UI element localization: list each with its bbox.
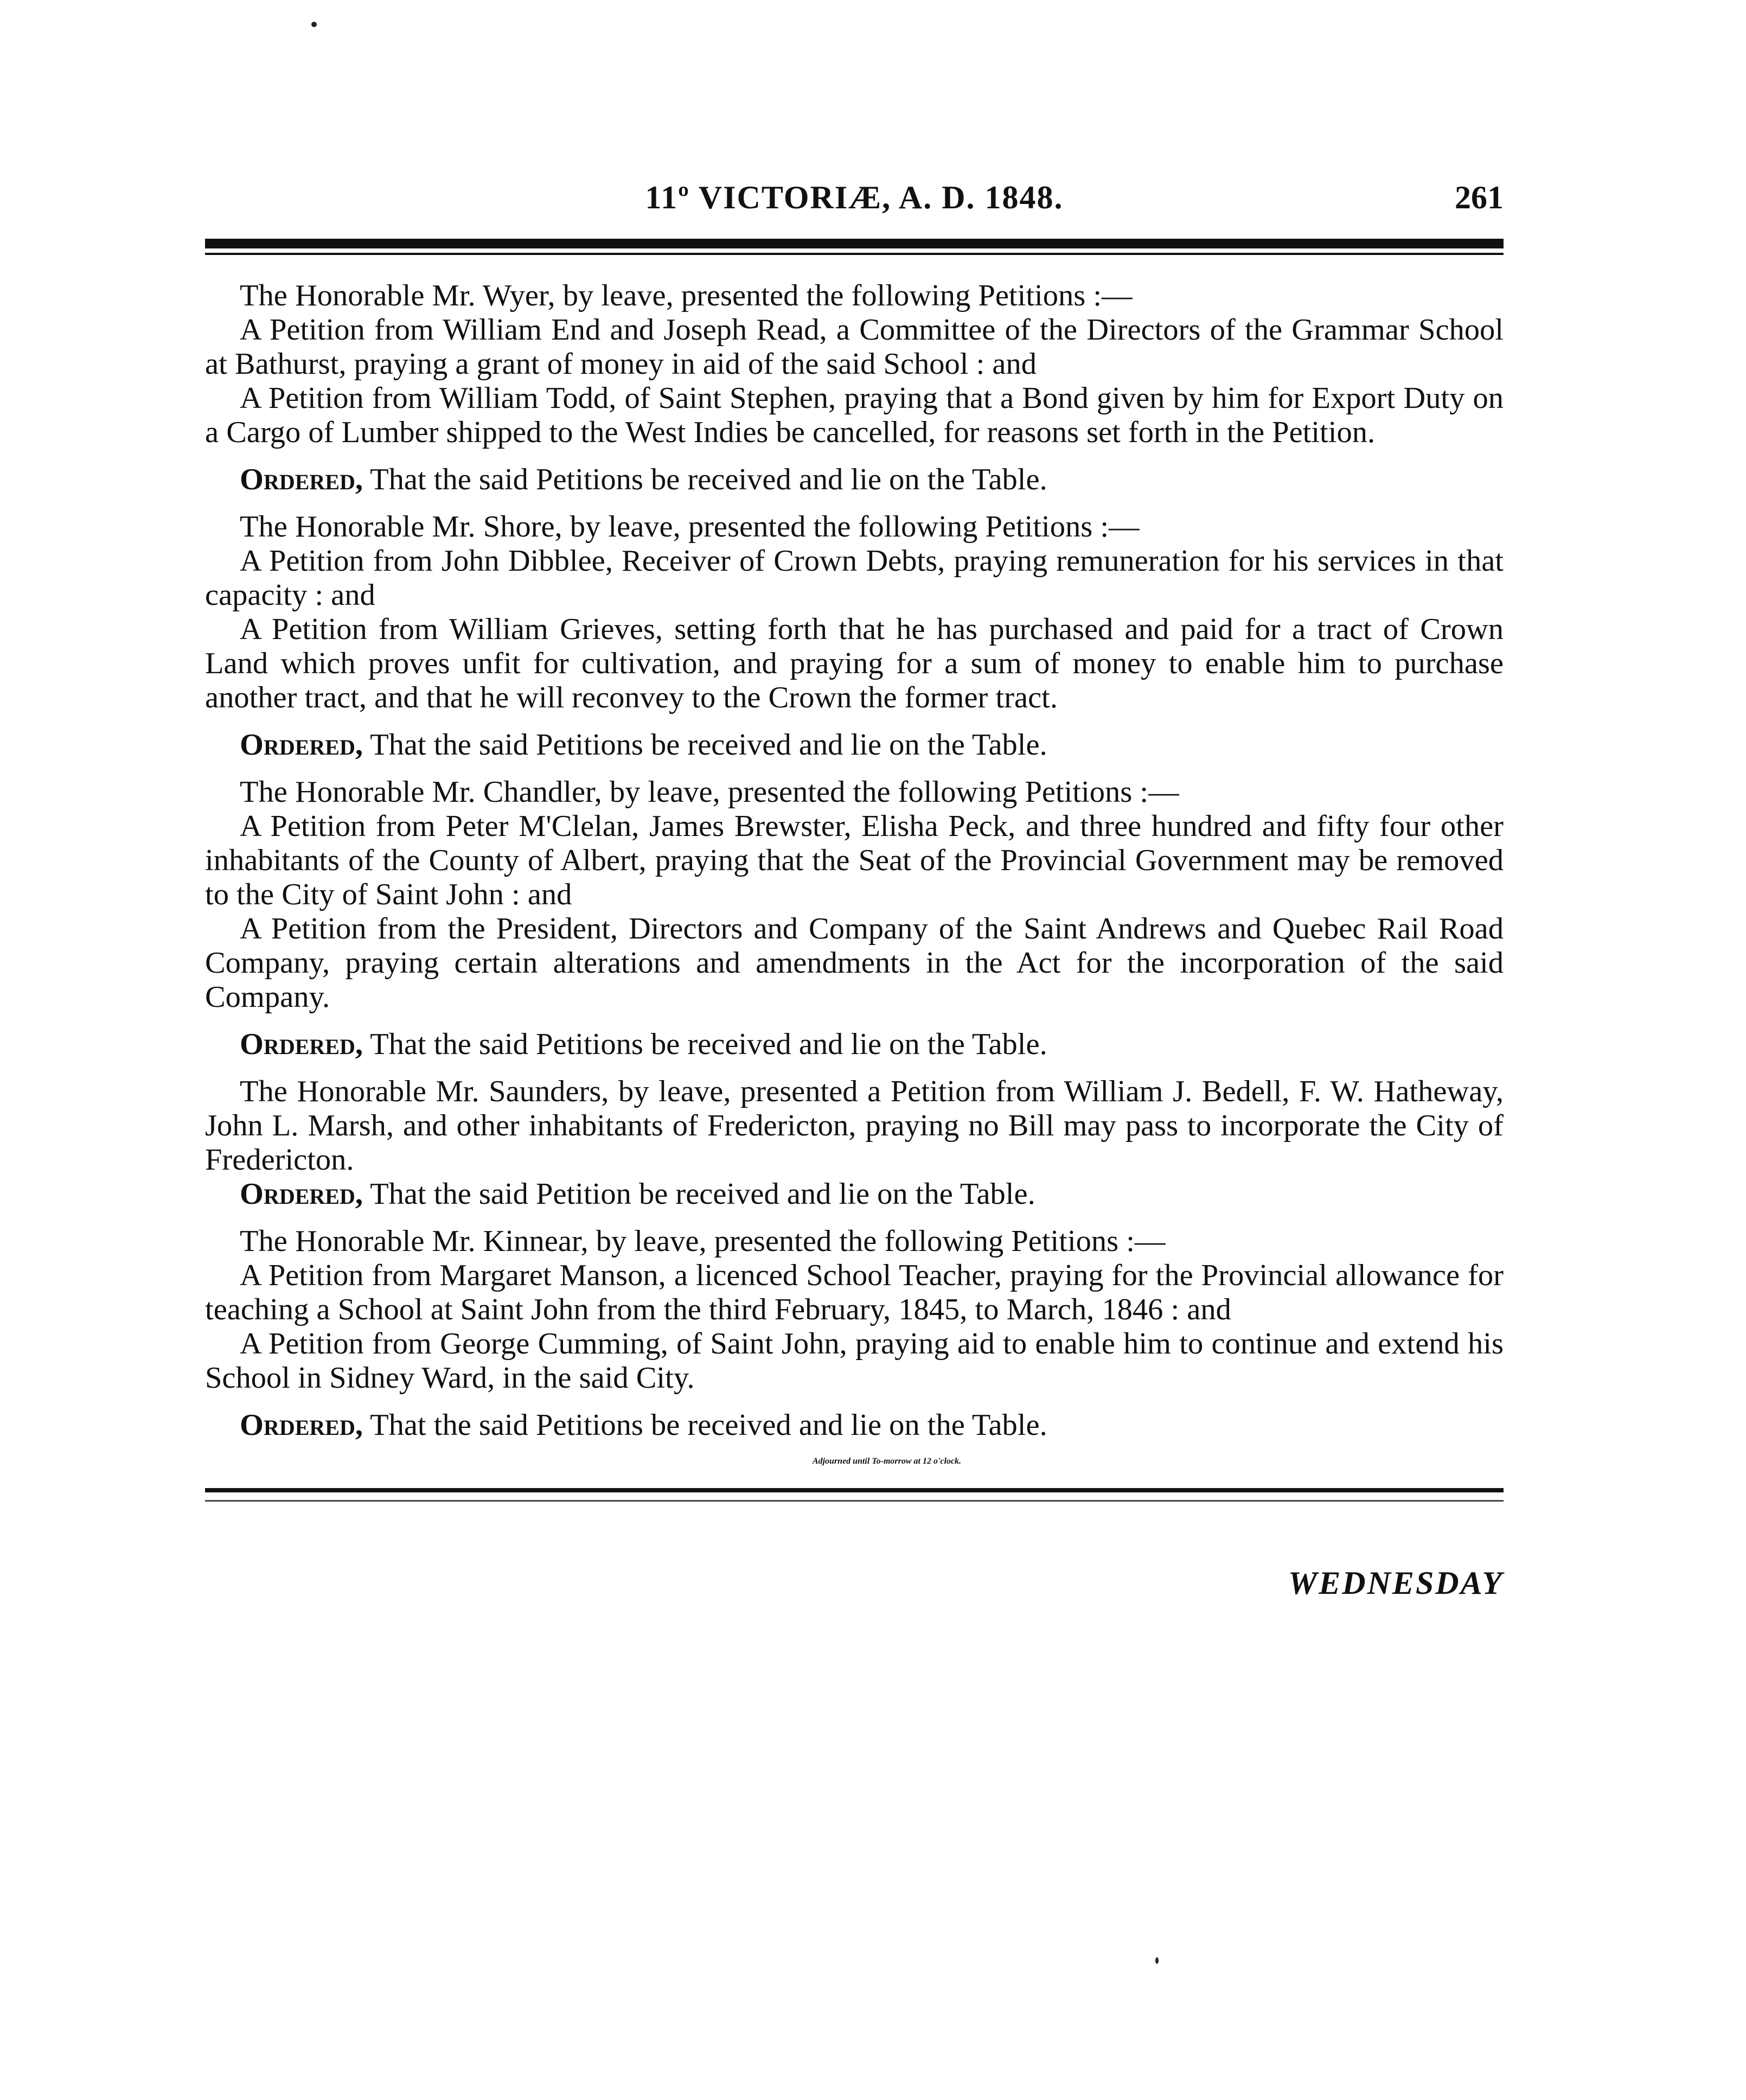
ordered-text: That the said Petitions be received and lie on the Table.	[370, 463, 1047, 496]
ordered-label: Ordered,	[240, 1027, 363, 1061]
petition-paragraph: A Petition from George Cumming, of Saint John, praying aid to enable him to continue and extend his School in Sidney Ward, in the said City.	[205, 1327, 1504, 1395]
paragraph-gap	[205, 1062, 1504, 1075]
ordered-paragraph	[205, 463, 1504, 497]
footer-rule	[205, 1488, 1504, 1492]
ordered-label: Ordered,	[240, 1177, 363, 1211]
page-number: 261	[1455, 180, 1504, 215]
ordered-paragraph	[205, 1027, 1504, 1062]
petition-paragraph: A Petition from John Dibblee, Receiver of Crown Debts, praying remuneration for his services in that capacity : and	[205, 544, 1504, 612]
page-body	[205, 279, 1504, 1442]
paragraph-gap	[205, 762, 1504, 775]
petition-paragraph: A Petition from William Grieves, setting forth that he has purchased and paid for a tract of Crown Land which proves unfit for cultivation, and praying for a sum of money to enable him to purchase another tract, and that he will reconvey to the Crown the former tract.	[205, 612, 1504, 714]
presentation-paragraph: The Honorable Mr. Shore, by leave, presented the following Petitions :—	[240, 510, 1140, 544]
running-head	[205, 179, 1504, 228]
ordered-paragraph	[205, 1177, 1504, 1211]
paragraph-gap	[205, 1395, 1504, 1408]
presentation-paragraph: The Honorable Mr. Saunders, by leave, presented a Petition from William J. Bedell, F. W. Hatheway, John L. Marsh, and other inhabitants of Fredericton, praying no Bill may pass to incorporate the City of Fredericton.	[205, 1075, 1504, 1177]
ordered-text: That the said Petition be received and lie on the Table.	[370, 1177, 1035, 1211]
ordered-label: Ordered,	[240, 728, 363, 762]
petition-paragraph: A Petition from Peter M'Clelan, James Brewster, Elisha Peck, and three hundred and fifty four other inhabitants of the County of Albert, praying that the Seat of the Provincial Government may be removed to the City of Saint John : and	[205, 809, 1504, 911]
running-title: 11º VICTORIÆ, A. D. 1848.	[645, 180, 1064, 215]
ordered-text: That the said Petitions be received and lie on the Table.	[370, 728, 1047, 762]
ordered-paragraph	[205, 728, 1504, 762]
adjournment: Adjourned until To-morrow at 12 o'clock.	[812, 1457, 962, 1466]
header-rule-thin	[205, 253, 1504, 255]
footer-rule-thin	[205, 1500, 1504, 1502]
catchword: WEDNESDAY	[1288, 1565, 1504, 1601]
ordered-label: Ordered,	[240, 1408, 363, 1442]
presentation-paragraph: The Honorable Mr. Wyer, by leave, presented the following Petitions :—	[240, 279, 1133, 312]
print-speck	[311, 22, 317, 27]
paragraph-gap	[205, 497, 1504, 510]
ordered-label: Ordered,	[240, 463, 363, 496]
paragraph-gap	[205, 715, 1504, 728]
page	[205, 179, 1504, 1601]
petition-paragraph: A Petition from Margaret Manson, a licenced School Teacher, praying for the Provincial allowance for teaching a School at Saint John from the third February, 1845, to March, 1846 : and	[205, 1259, 1504, 1326]
paragraph-gap	[205, 450, 1504, 463]
presentation-paragraph: The Honorable Mr. Chandler, by leave, presented the following Petitions :—	[240, 775, 1179, 809]
presentation-paragraph: The Honorable Mr. Kinnear, by leave, presented the following Petitions :—	[240, 1224, 1166, 1258]
petition-paragraph: A Petition from William Todd, of Saint Stephen, praying that a Bond given by him for Export Duty on a Cargo of Lumber shipped to the West Indies be cancelled, for reasons set forth in the Petition.	[205, 381, 1504, 449]
ordered-text: That the said Petitions be received and lie on the Table.	[370, 1408, 1047, 1442]
petition-paragraph: A Petition from the President, Directors and Company of the Saint Andrews and Quebec Rail Road Company, praying certain alterations and amendments in the Act for the incorporation of the said Company.	[205, 912, 1504, 1014]
ordered-paragraph	[205, 1408, 1504, 1442]
ordered-text: That the said Petitions be received and lie on the Table.	[370, 1027, 1047, 1061]
petition-paragraph: A Petition from William End and Joseph Read, a Committee of the Directors of the Grammar School at Bathurst, praying a grant of money in aid of the said School : and	[205, 313, 1504, 381]
print-speck	[1155, 1957, 1159, 1964]
paragraph-gap	[205, 1014, 1504, 1027]
paragraph-gap	[205, 1211, 1504, 1224]
footer-rules	[205, 1488, 1504, 1502]
header-rule	[205, 239, 1504, 248]
